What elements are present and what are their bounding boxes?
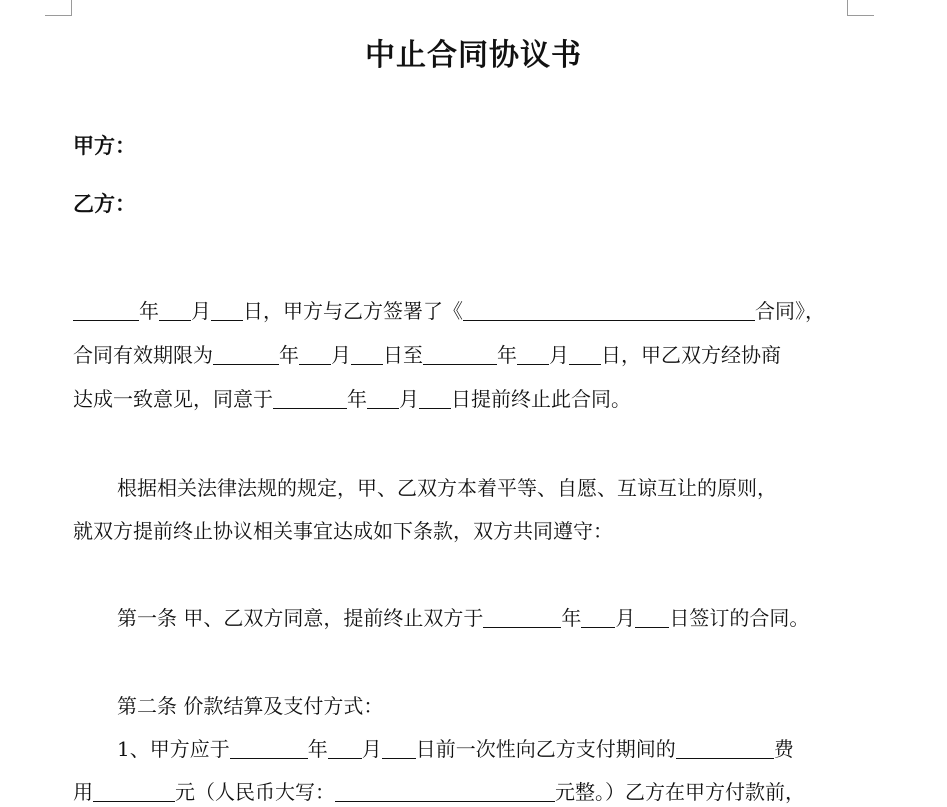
day-blank[interactable] bbox=[211, 300, 243, 321]
start-year-blank[interactable] bbox=[213, 344, 279, 365]
period-blank[interactable] bbox=[676, 738, 774, 759]
terminate-month-blank[interactable] bbox=[367, 388, 399, 409]
end-year-blank[interactable] bbox=[423, 344, 497, 365]
amount-blank[interactable] bbox=[93, 781, 175, 802]
party-b-label: 乙方： bbox=[73, 192, 136, 216]
para2-line1: 根据相关法律法规的规定，甲、乙双方本着平等、自愿、互谅互让的原则， bbox=[117, 476, 777, 500]
end-month-blank[interactable] bbox=[517, 344, 549, 365]
terminate-year-blank[interactable] bbox=[273, 388, 347, 409]
payment-month-blank[interactable] bbox=[328, 738, 362, 759]
clause2-heading: 第二条 价款结算及支付方式： bbox=[117, 694, 384, 718]
month-blank[interactable] bbox=[159, 300, 191, 321]
payment-year-blank[interactable] bbox=[230, 738, 308, 759]
page-corner-mark-right bbox=[847, 0, 874, 16]
item1-line1: 1、甲方应于 年 月 日前一次性向乙方支付期间的 费 bbox=[117, 737, 794, 761]
signed-year-blank[interactable] bbox=[483, 607, 561, 628]
para1-line3: 达成一致意见，同意于 年 月 日提前终止此合同。 bbox=[73, 387, 631, 411]
end-day-blank[interactable] bbox=[569, 344, 601, 365]
para1-line1: 年 月 日，甲方与乙方签署了《 合同》， bbox=[73, 296, 863, 326]
party-a-label: 甲方： bbox=[73, 134, 136, 158]
contract-name-blank[interactable] bbox=[463, 300, 755, 321]
page-corner-mark-left bbox=[45, 0, 72, 16]
signed-day-blank[interactable] bbox=[635, 607, 669, 628]
document-title: 中止合同协议书 bbox=[365, 38, 582, 73]
start-month-blank[interactable] bbox=[299, 344, 331, 365]
payment-day-blank[interactable] bbox=[382, 738, 416, 759]
amount-in-words-blank[interactable] bbox=[335, 781, 555, 802]
item1-line2: 用 元（人民币大写： 元整。）乙方在甲方付款前， bbox=[73, 780, 805, 804]
terminate-day-blank[interactable] bbox=[419, 388, 451, 409]
start-day-blank[interactable] bbox=[351, 344, 383, 365]
year-blank[interactable] bbox=[73, 300, 139, 321]
signed-month-blank[interactable] bbox=[581, 607, 615, 628]
clause1: 第一条 甲、乙双方同意，提前终止双方于 年 月 日签订的合同。 bbox=[117, 606, 810, 630]
para1-line2: 合同有效期限为 年 月 日至 年 月 日，甲乙双方经协商 bbox=[73, 343, 781, 367]
para2-line2: 就双方提前终止协议相关事宜达成如下条款，双方共同遵守： bbox=[73, 519, 613, 543]
